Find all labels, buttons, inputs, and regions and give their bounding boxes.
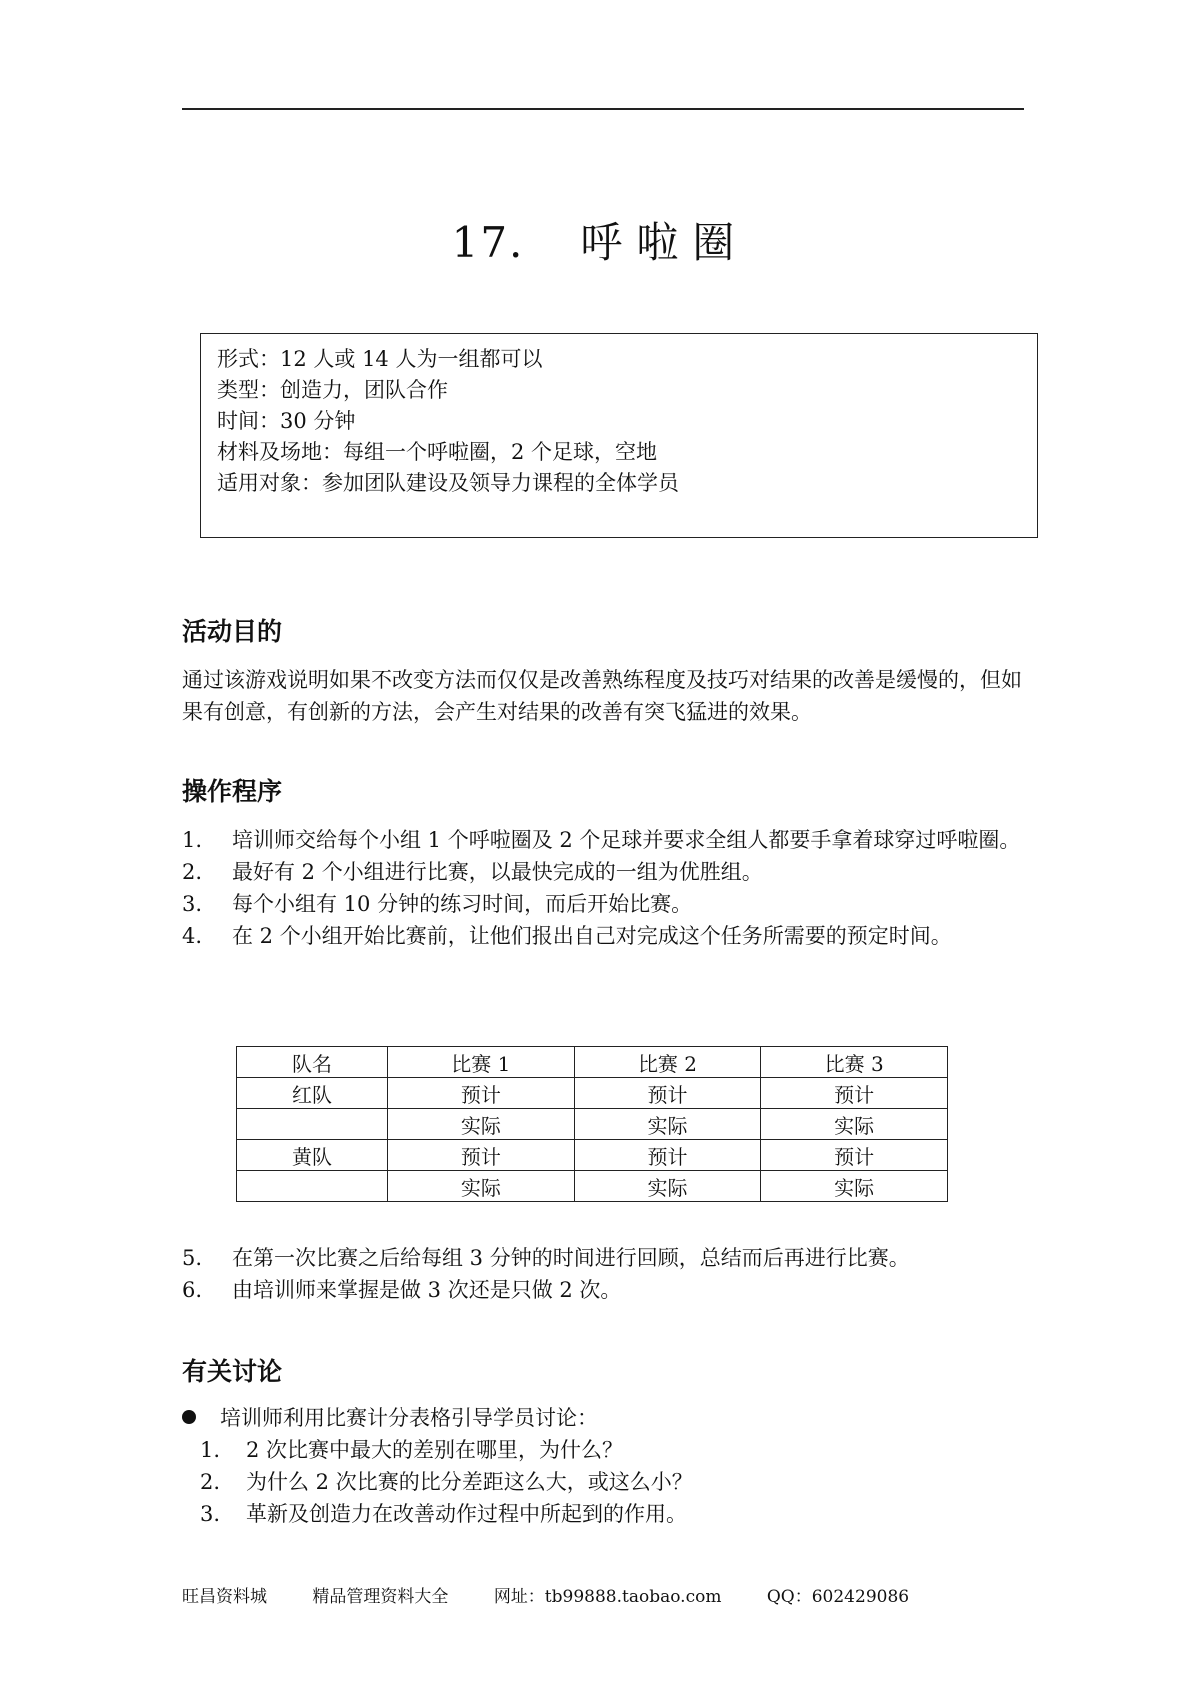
list-item	[200, 1498, 1040, 1530]
table-cell: 黄队	[237, 1140, 388, 1171]
footer-collection: 精品管理资料大全	[312, 1587, 449, 1607]
page-title	[0, 210, 1200, 270]
table-cell: 实际	[574, 1171, 761, 1202]
discussion-heading: 有关讨论	[182, 1357, 283, 1386]
item-number: 2.	[200, 1470, 221, 1494]
table-cell: 红队	[237, 1078, 388, 1109]
footer-shop: 旺昌资料城	[182, 1587, 267, 1607]
step-text: 培训师交给每个小组 1 个呼啦圈及 2 个足球并要求全组人都要手拿着球穿过呼啦圈。	[232, 828, 1021, 852]
step-text: 在第一次比赛之后给每组 3 分钟的时间进行回顾，总结而后再进行比赛。	[232, 1246, 910, 1270]
list-item	[200, 1466, 1040, 1498]
table-cell: 预计	[761, 1140, 948, 1171]
step-text: 在 2 个小组开始比赛前，让他们报出自己对完成这个任务所需要的预定时间。	[232, 924, 952, 948]
table-cell: 实际	[388, 1109, 575, 1140]
table-cell: 实际	[388, 1171, 575, 1202]
item-number: 3.	[200, 1502, 221, 1526]
title-name: 呼啦圈	[580, 218, 749, 267]
title-number: 17.	[451, 218, 525, 267]
step-text: 最好有 2 个小组进行比赛，以最快完成的一组为优胜组。	[232, 860, 763, 884]
item-text: 革新及创造力在改善动作过程中所起到的作用。	[246, 1502, 687, 1526]
procedure-steps	[182, 824, 1042, 952]
bullet-icon	[182, 1410, 196, 1424]
info-box	[200, 333, 1038, 538]
info-format: 形式：12 人或 14 人为一组都可以	[217, 347, 543, 371]
procedure-heading: 操作程序	[182, 777, 283, 806]
table-cell: 预计	[388, 1078, 575, 1109]
list-item	[182, 856, 1042, 888]
header-match-3: 比赛 3	[761, 1047, 948, 1078]
top-rule	[182, 108, 1024, 110]
purpose-text: 通过该游戏说明如果不改变方法而仅仅是改善熟练程度及技巧对结果的改善是缓慢的，但如果有创意，有创新的方法，会产生对结果的改善有突飞猛进的效果。	[182, 668, 1022, 724]
step-number: 2.	[182, 860, 203, 884]
list-item	[182, 920, 1042, 952]
list-item	[182, 1242, 1042, 1274]
table-header-row	[237, 1047, 948, 1078]
table-cell: 实际	[761, 1171, 948, 1202]
info-materials: 材料及场地：每组一个呼啦圈，2 个足球，空地	[217, 440, 658, 464]
item-text: 2 次比赛中最大的差别在哪里，为什么？	[246, 1438, 624, 1462]
table-row	[237, 1109, 948, 1140]
table-cell	[237, 1109, 388, 1140]
table-cell: 预计	[574, 1078, 761, 1109]
page-footer	[182, 1582, 949, 1607]
step-number: 4.	[182, 924, 203, 948]
discussion-items	[200, 1434, 1040, 1530]
step-number: 5.	[182, 1246, 203, 1270]
list-item	[182, 824, 1042, 856]
footer-qq: QQ：602429086	[766, 1587, 910, 1607]
list-item	[182, 1274, 1042, 1306]
step-number: 6.	[182, 1278, 203, 1302]
item-text: 为什么 2 次比赛的比分差距这么大，或这么小？	[246, 1470, 693, 1494]
table-cell: 实际	[761, 1109, 948, 1140]
item-number: 1.	[200, 1438, 221, 1462]
step-number: 3.	[182, 892, 203, 916]
step-text: 由培训师来掌握是做 3 次还是只做 2 次。	[232, 1278, 622, 1302]
procedure-steps-continued	[182, 1242, 1042, 1306]
table-row	[237, 1171, 948, 1202]
table-row	[237, 1140, 948, 1171]
header-match-2: 比赛 2	[574, 1047, 761, 1078]
table-row	[237, 1078, 948, 1109]
discussion-bullet-text: 培训师利用比赛计分表格引导学员讨论：	[220, 1406, 598, 1430]
table-cell	[237, 1171, 388, 1202]
table-cell: 预计	[574, 1140, 761, 1171]
score-table	[236, 1046, 948, 1202]
info-audience: 适用对象：参加团队建设及领导力课程的全体学员	[217, 471, 679, 495]
header-team: 队名	[237, 1047, 388, 1078]
purpose-heading: 活动目的	[182, 617, 283, 646]
footer-website: 网址：tb99888.taobao.com	[493, 1587, 722, 1607]
list-item	[200, 1434, 1040, 1466]
info-type: 类型：创造力，团队合作	[217, 378, 448, 402]
table-cell: 实际	[574, 1109, 761, 1140]
step-number: 1.	[182, 828, 203, 852]
table-cell: 预计	[761, 1078, 948, 1109]
header-match-1: 比赛 1	[388, 1047, 575, 1078]
discussion-bullet	[182, 1402, 598, 1434]
info-time: 时间：30 分钟	[217, 409, 356, 433]
table-cell: 预计	[388, 1140, 575, 1171]
step-text: 每个小组有 10 分钟的练习时间，而后开始比赛。	[232, 892, 693, 916]
list-item	[182, 888, 1042, 920]
